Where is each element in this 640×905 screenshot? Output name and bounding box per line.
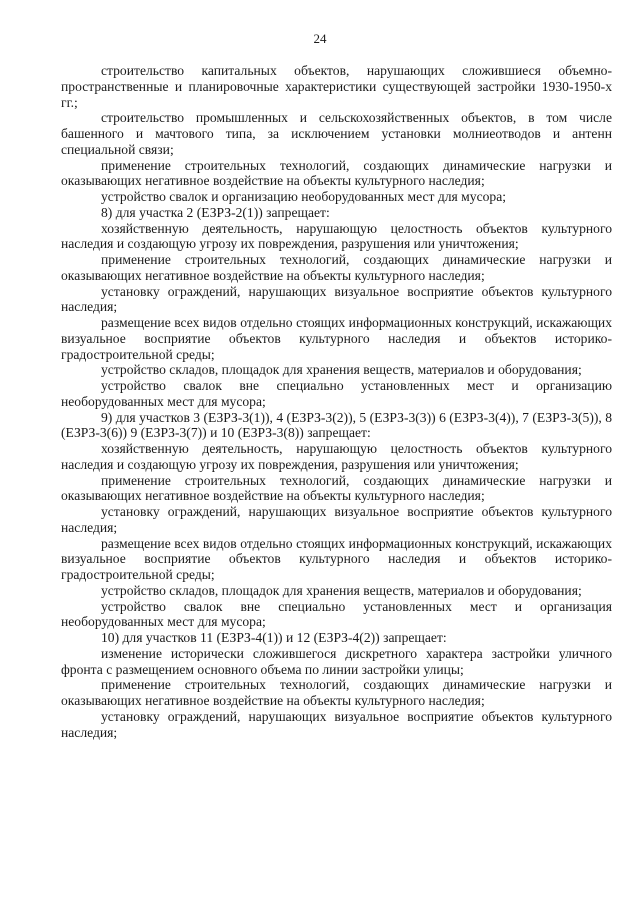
list-heading: 9) для участков 3 (ЕЗРЗ-3(1)), 4 (ЕЗРЗ-3(2)), 5 (ЕЗРЗ-3(3)) 6 (ЕЗРЗ-3(4)), 7 (ЕЗРЗ-3(5)), 8 (ЕЗРЗ-3(6)) 9 (ЕЗРЗ-3(7)) и 10 (ЕЗРЗ-3(8)) запрещает:: [61, 409, 612, 441]
paragraph: установку ограждений, нарушающих визуальное восприятие объектов культурного наследия;: [61, 283, 612, 315]
paragraph: устройство складов, площадок для хранения веществ, материалов и оборудования;: [101, 362, 582, 378]
paragraph: применение строительных технологий, создающих динамические нагрузки и оказывающих негативное воздействие на объекты культурного наследия;: [61, 252, 612, 283]
paragraph: установку ограждений, нарушающих визуальное восприятие объектов культурного наследия;: [61, 708, 612, 740]
paragraph: хозяйственную деятельность, нарушающую целостность объектов культурного наследия и создающую угрозу их повреждения, разрушения или уничтожения;: [61, 220, 612, 252]
document-body: [61, 63, 612, 740]
paragraph: размещение всех видов отдельно стоящих информационных конструкций, искажающих визуальное восприятие объектов культурного наследия и объектов историко-градостроительной среды;: [61, 535, 612, 582]
list-heading: 8) для участка 2 (ЕЗРЗ-2(1)) запрещает:: [101, 204, 330, 220]
paragraph: устройство свалок и организацию необорудованных мест для мусора;: [101, 189, 507, 204]
paragraph: устройство свалок вне специально установленных мест и организация необорудованных мест для мусора;: [61, 598, 612, 630]
paragraph: применение строительных технологий, создающих динамические нагрузки и оказывающих негативное воздействие на объекты культурного наследия;: [61, 677, 612, 708]
page-number: 24: [313, 31, 327, 46]
paragraph: устройство складов, площадок для хранения веществ, материалов и оборудования;: [101, 582, 582, 598]
paragraph: строительство капитальных объектов, нарушающих сложившиеся объемно-пространственные и планировочные характеристики существующей застройки 1930-1950-х гг.;: [61, 63, 612, 110]
list-heading: 10) для участков 11 (ЕЗРЗ-4(1)) и 12 (ЕЗРЗ-4(2)) запрещает:: [101, 630, 447, 645]
paragraph: установку ограждений, нарушающих визуальное восприятие объектов культурного наследия;: [61, 504, 612, 535]
paragraph: хозяйственную деятельность, нарушающую целостность объектов культурного наследия и создающую угрозу их повреждения, разрушения или уничтожения;: [61, 441, 612, 472]
paragraph: применение строительных технологий, создающих динамические нагрузки и оказывающих негативное воздействие на объекты культурного наследия;: [61, 157, 612, 189]
paragraph: строительство промышленных и сельскохозяйственных объектов, в том числе башенного и мачтового типа, за исключением установки молниеотводов и антенн специальной связи;: [61, 110, 612, 157]
paragraph: изменение исторически сложившегося дискретного характера застройки уличного фронта с размещением основного объема по линии застройки улицы;: [61, 645, 612, 677]
paragraph: применение строительных технологий, создающих динамические нагрузки и оказывающих негативное воздействие на объекты культурного наследия;: [61, 472, 612, 504]
paragraph: размещение всех видов отдельно стоящих информационных конструкций, искажающих визуальное восприятие объектов культурного наследия и объектов историко-градостроительной среды;: [61, 315, 612, 362]
paragraph: устройство свалок вне специально установленных мест и организацию необорудованных мест для мусора;: [61, 378, 612, 409]
